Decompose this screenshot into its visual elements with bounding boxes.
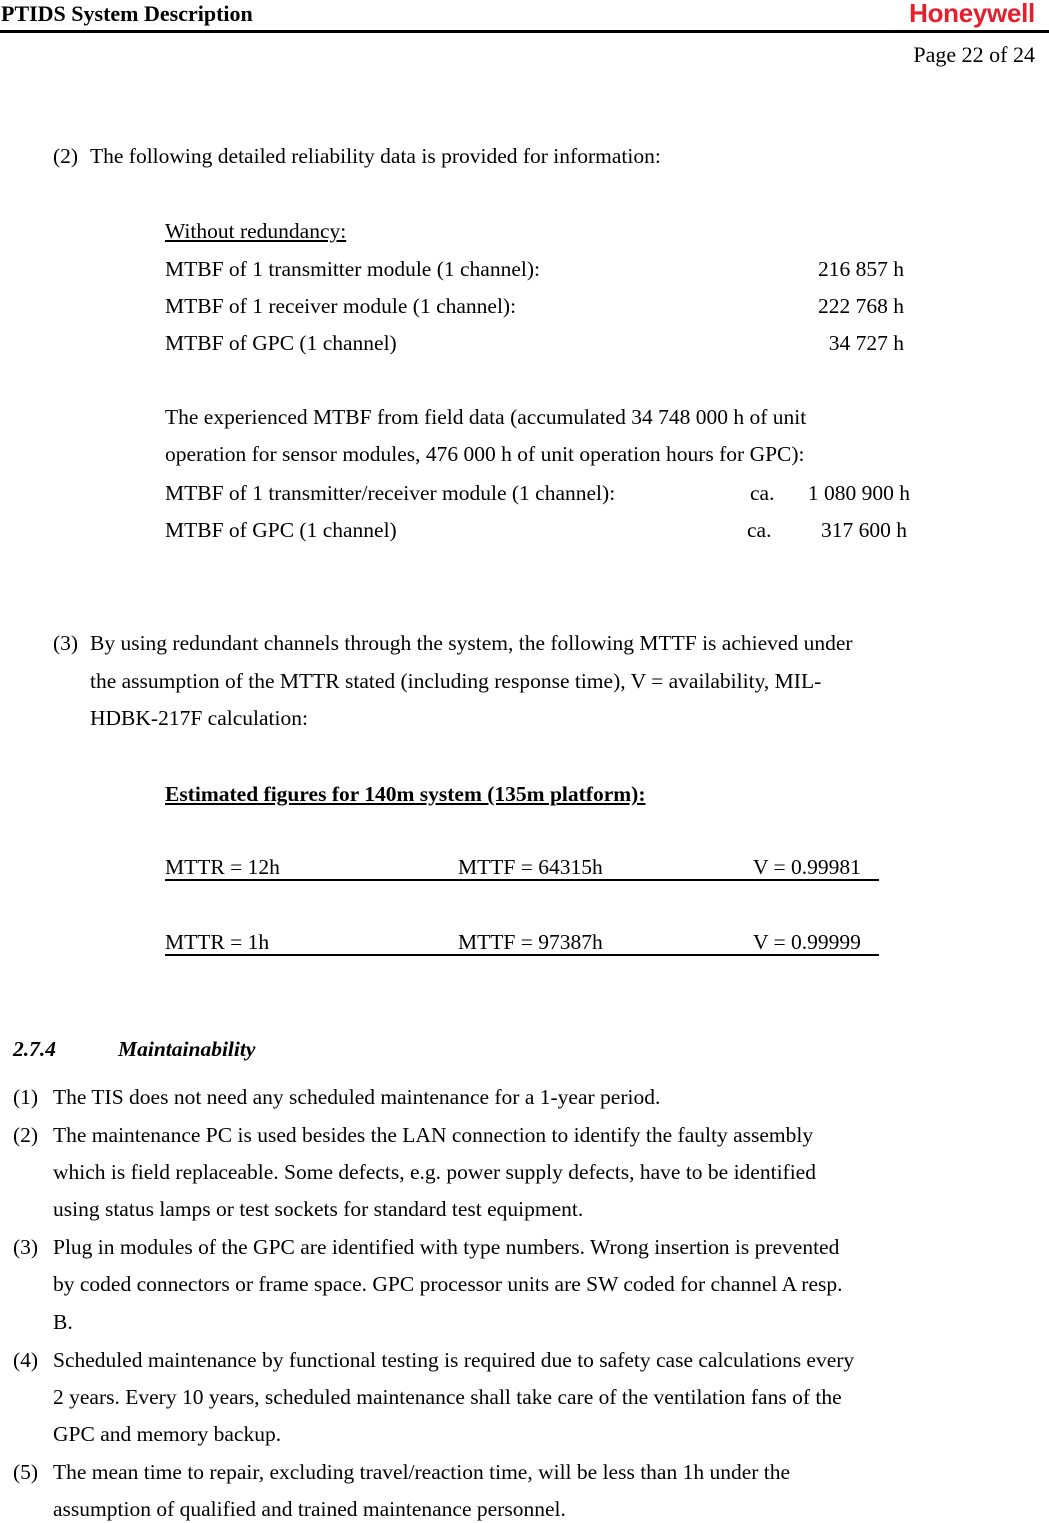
paragraph-text: the assumption of the MTTR stated (including response time), V = availability, MIL- xyxy=(90,669,822,693)
availability-value: V = 0.99981 xyxy=(753,855,861,879)
mtbf-label: MTBF of 1 transmitter module (1 channel): xyxy=(165,257,540,281)
paragraph-text: The TIS does not need any scheduled maintenance for a 1-year period. xyxy=(53,1085,661,1109)
field-mtbf-ca: ca. xyxy=(747,518,772,542)
paragraph-text: assumption of qualified and trained maintenance personnel. xyxy=(53,1497,566,1521)
paragraph-text: by coded connectors or frame space. GPC processor units are SW coded for channel A resp. xyxy=(53,1272,843,1296)
item-number: (2) xyxy=(13,1123,39,1147)
document-title: PTIDS System Description xyxy=(1,1,253,26)
paragraph-text: The maintenance PC is used besides the LAN connection to identify the faulty assembly xyxy=(53,1123,814,1147)
paragraph-text: Plug in modules of the GPC are identified with type numbers. Wrong insertion is prevented xyxy=(53,1235,840,1259)
mttr-value: MTTR = 1h xyxy=(165,930,270,954)
table-row-underline xyxy=(165,954,879,956)
estimated-figures-heading: Estimated figures for 140m system (135m platform): xyxy=(165,782,646,806)
paragraph-text: The mean time to repair, excluding travel/reaction time, will be less than 1h under the xyxy=(53,1460,791,1484)
paragraph-text: HDBK-217F calculation: xyxy=(90,706,308,730)
mtbf-value: 34 727 h xyxy=(828,331,904,355)
mttr-value: MTTR = 12h xyxy=(165,855,280,879)
paragraph-text: By using redundant channels through the system, the following MTTF is achieved under xyxy=(90,631,853,655)
paragraph-text: The following detailed reliability data is provided for information: xyxy=(90,144,661,168)
field-mtbf-value: 1 080 900 h xyxy=(807,481,910,505)
section-number: 2.7.4 xyxy=(13,1037,56,1061)
paragraph-text: 2 years. Every 10 years, scheduled maintenance shall take care of the ventilation fans of the xyxy=(53,1385,842,1409)
honeywell-logo: Honeywell xyxy=(909,0,1035,28)
item-number: (5) xyxy=(13,1460,39,1484)
field-mtbf-label: MTBF of GPC (1 channel) xyxy=(165,518,397,542)
mttf-value: MTTF = 64315h xyxy=(458,855,603,879)
section-title: Maintainability xyxy=(118,1037,256,1061)
page-number: Page 22 of 24 xyxy=(913,42,1035,67)
item-number: (1) xyxy=(13,1085,39,1109)
mtbf-value: 216 857 h xyxy=(818,257,904,281)
experienced-text: The experienced MTBF from field data (accumulated 34 748 000 h of unit xyxy=(165,405,807,429)
paragraph-text: using status lamps or test sockets for standard test equipment. xyxy=(53,1197,584,1221)
item-number: (3) xyxy=(13,1235,39,1259)
table-row-underline xyxy=(165,879,879,881)
mtbf-label: MTBF of GPC (1 channel) xyxy=(165,331,397,355)
field-mtbf-ca: ca. xyxy=(750,481,775,505)
field-mtbf-value: 317 600 h xyxy=(821,518,907,542)
experienced-text: operation for sensor modules, 476 000 h of unit operation hours for GPC): xyxy=(165,442,805,466)
availability-value: V = 0.99999 xyxy=(753,930,861,954)
without-redundancy-label: Without redundancy: xyxy=(165,219,347,243)
item-number: (4) xyxy=(13,1348,39,1372)
mttf-value: MTTF = 97387h xyxy=(458,930,603,954)
paragraph-text: which is field replaceable. Some defects, e.g. power supply defects, have to be identified xyxy=(53,1160,816,1184)
item-number: (3) xyxy=(53,631,79,655)
mtbf-label: MTBF of 1 receiver module (1 channel): xyxy=(165,294,517,318)
item-number: (2) xyxy=(53,144,79,168)
field-mtbf-label: MTBF of 1 transmitter/receiver module (1 channel): xyxy=(165,481,616,505)
paragraph-text: B. xyxy=(53,1310,73,1334)
paragraph-text: GPC and memory backup. xyxy=(53,1422,282,1446)
header-divider xyxy=(0,30,1049,33)
mtbf-value: 222 768 h xyxy=(818,294,904,318)
paragraph-text: Scheduled maintenance by functional testing is required due to safety case calculations every xyxy=(53,1348,855,1372)
